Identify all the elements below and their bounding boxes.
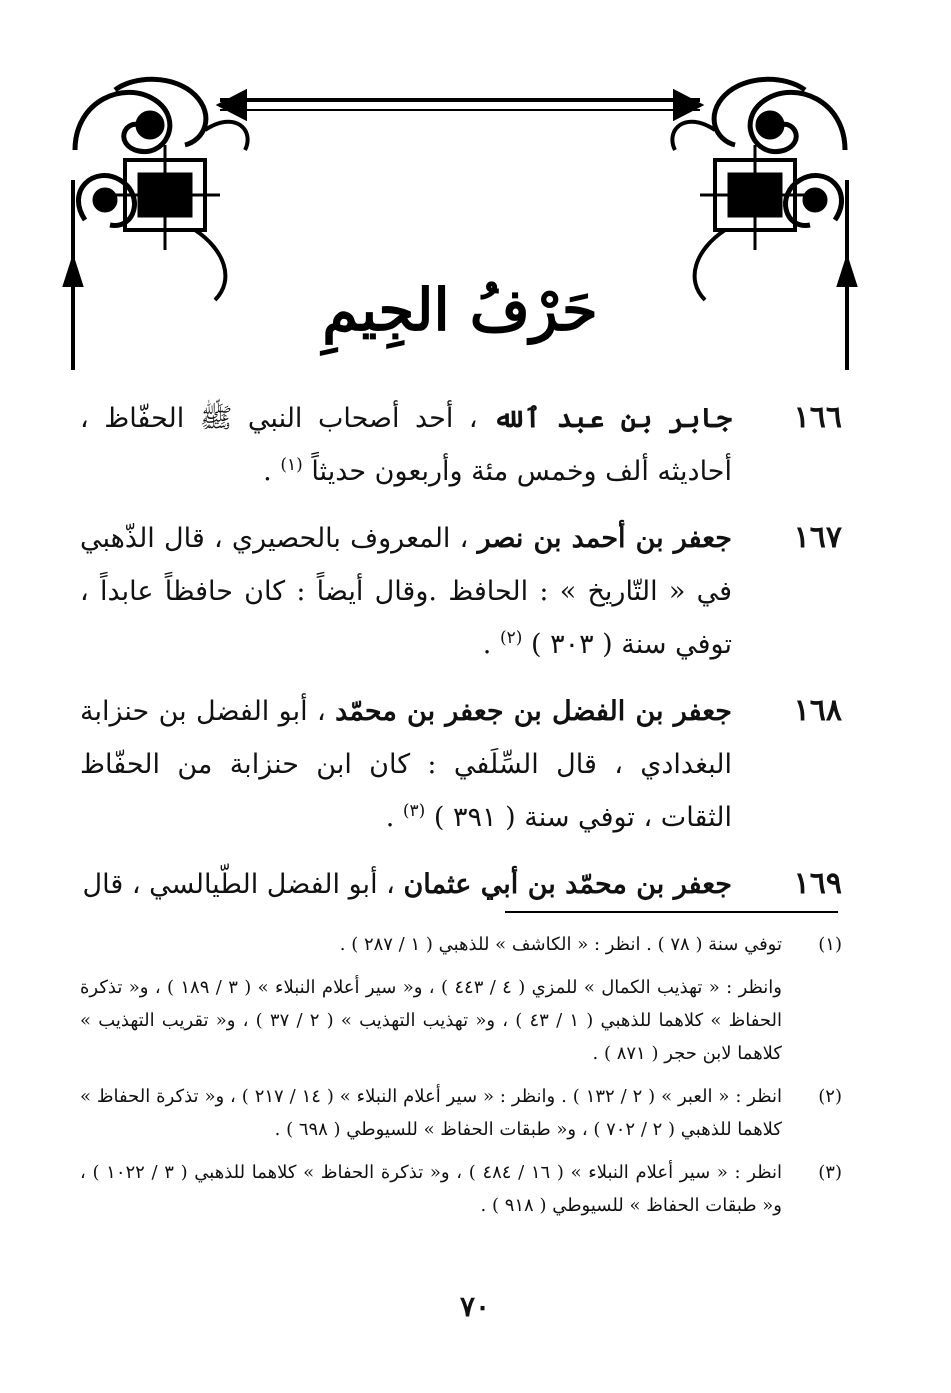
entry-name: جابر بن عبد ٱلله: [493, 403, 732, 434]
right-corner-ornament: [672, 79, 845, 300]
entry-name: جعفر بن أحمد بن نصر: [477, 523, 732, 554]
entry-end: .: [482, 629, 500, 660]
footnote-ref[interactable]: (٣): [402, 801, 426, 821]
footnote-text: توفي سنة ( ٧٨ ) . انظر : « الكاشف » للذهبي ( ١ / ٢٨٧ ) .: [339, 934, 782, 955]
entry-166: [80, 392, 842, 498]
entry-name: جعفر بن الفضل بن جعفر بن محمّد: [335, 696, 732, 727]
entry-text: ، أحد أصحاب النبي ﷺ الحفّاظ ، أحاديثه ألف وخمس مئة وأربعون حديثاً: [80, 403, 732, 487]
left-corner-ornament: [75, 79, 248, 300]
chapter-title: حَرْفُ الجِيمِ: [322, 276, 598, 344]
entry-169: [80, 858, 842, 911]
entry-number: ١٦٦: [793, 400, 842, 435]
entry-text: ، المعروف بالحصيري ، قال الذّهبي في « التّاريخ » : الحافظ .وقال أيضاً : كان حافظاً عابداً ، توفي سنة ( ٣٠٣ ): [80, 523, 732, 660]
entry-text: ، أبو الفضل الطّيالسي ، قال: [82, 869, 395, 900]
footnote-ref[interactable]: (٢): [499, 628, 523, 648]
footnote-1: [80, 928, 842, 1070]
page-number: ٧٠: [459, 1290, 491, 1323]
footnote-2: [80, 1080, 842, 1146]
footnote-subtext: وانظر : « تهذيب الكمال » للمزي ( ٤ / ٤٤٣ ) ، و« سير أعلام النبلاء » ( ٣ / ١٨٩ ) ، و« تذكرة الحفاظ » كلاهما للذهبي ( ١ / ٤٣ ) ، و« تهذيب التهذيب » ( ٢ / ٣٧ ) ، و« تقريب التهذيب » كلاهما لابن حجر ( ٨٧١ ) .: [80, 977, 782, 1064]
entry-168: [80, 685, 842, 844]
entry-body: [80, 685, 732, 844]
entry-end: .: [385, 802, 403, 833]
entry-end: .: [263, 456, 281, 487]
entry-body: [80, 512, 732, 671]
entry-body: [80, 858, 732, 911]
footnotes: [80, 928, 842, 1232]
entry-number: ١٦٧: [793, 520, 842, 555]
footnote-text: انظر : « العبر » ( ٢ / ١٣٢ ) . وانظر : « سير أعلام النبلاء » ( ١٤ / ٢١٧ ) ، و« تذكرة الحفاظ » كلاهما للذهبي ( ٢ / ٧٠٢ ) ، و« طبقات الحفاظ » للسيوطي ( ٦٩٨ ) .: [80, 1086, 783, 1140]
footnote-text: انظر : « سير أعلام النبلاء » ( ١٦ / ٤٨٤ ) ، و« تذكرة الحفاظ » كلاهما للذهبي ( ٣ / ١٠٢٢ ) ، و« طبقات الحفاظ » للسيوطي ( ٩١٨ ) .: [80, 1162, 782, 1216]
footnote-number: (١): [818, 934, 842, 955]
entry-167: [80, 512, 842, 671]
entry-name: جعفر بن محمّد بن أبي عثمان: [403, 869, 732, 900]
entry-number: ١٦٩: [793, 866, 842, 901]
entry-text: ، أبو الفضل بن حنزابة البغدادي ، قال السِّلَفي : كان ابن حنزابة من الحفّاظ الثقات ، توفي سنة ( ٣٩١ ): [80, 696, 732, 833]
entry-number: ١٦٨: [793, 693, 842, 728]
entry-body: [80, 392, 732, 498]
footnote-number: (٣): [818, 1162, 842, 1183]
footnote-ref[interactable]: (١): [280, 455, 303, 475]
footnote-3: [80, 1156, 842, 1222]
footnote-number: (٢): [818, 1086, 842, 1107]
entry-list: [80, 392, 842, 925]
footnote-divider: [505, 911, 838, 913]
